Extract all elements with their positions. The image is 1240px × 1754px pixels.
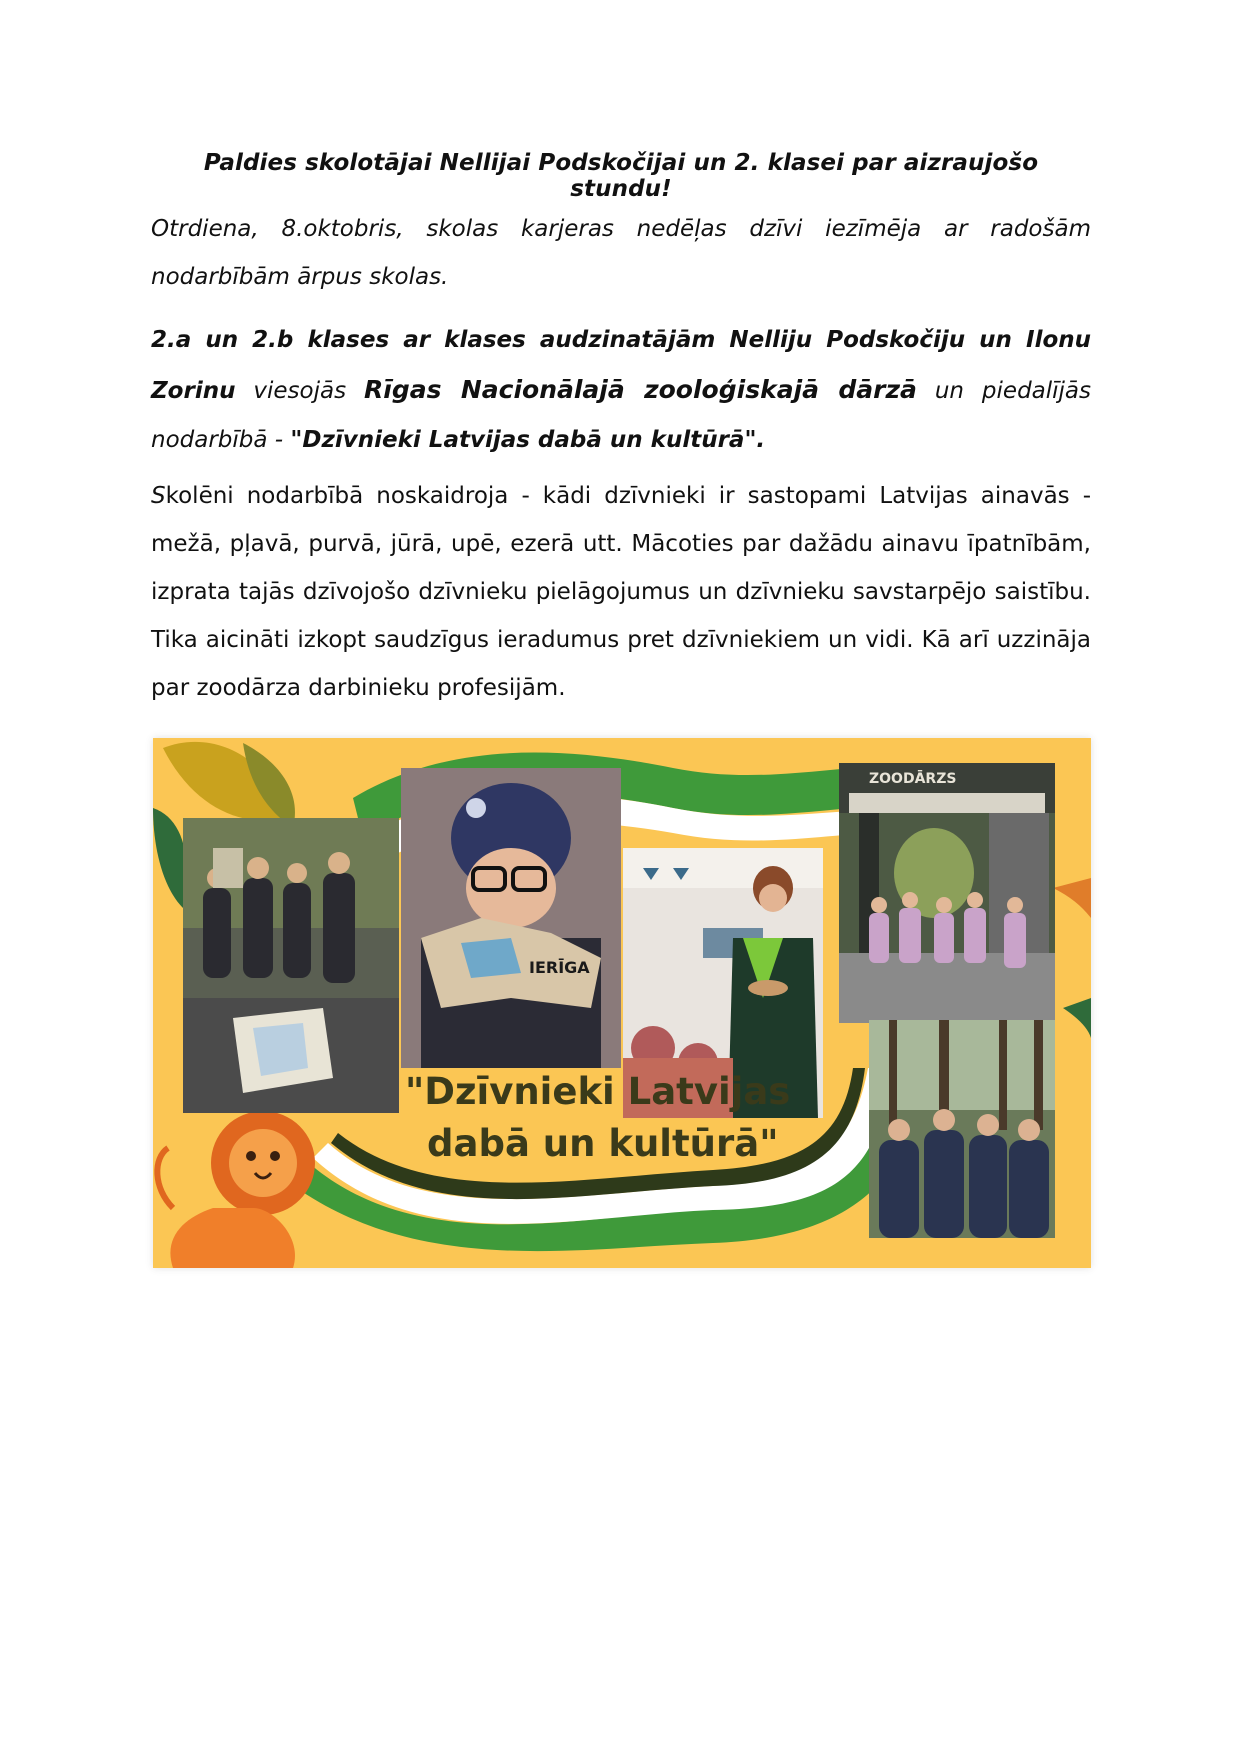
classes-text: 2.a un 2.b klases ar klases audzinatājām Nelliju Podskočiju un Ilonu Zorinu [151,327,1091,404]
zoo-name: Rīgas Nacionālajā zooloģiskajā dārzā [364,375,917,404]
paragraph-intro: Otrdiena, 8.oktobris, skolas karjeras nedēļas dzīvi iezīmēja ar radošām nodarbībām ārpus skolas. [151,216,1091,290]
banner-line-1: "Dzīvnieki Latvijas [405,1070,791,1113]
gate-sign: ZOODĀRZS [869,771,957,787]
photo-children-map [183,818,399,1113]
banner-line-2: dabā un kultūrā" [427,1122,779,1165]
photo-forest-group [869,1020,1055,1238]
photo-zoo-gate [839,763,1055,1023]
description-text: kolēni nodarbībā noskaidroja - kādi dzīvnieki ir sastopami Latvijas ainavās - mežā, pļavā, purvā, jūrā, upē, ezerā utt. Mācoties par dažādu ainavu īpatnībām, izprata tajās dzīvojošo dzīvnieku pielāgojumus un dzīvnieku savstarpējo saistību. Tika aicināti izkopt saudzīgus ieradumus pret dzīvniekiem un vidi. Kā arī uzzināja par zoodārza darbinieku profesijām. [151,483,1091,701]
puzzle-label: IERĪGA [529,958,590,977]
photo-collage [153,738,1091,1268]
photo-boy-puzzle [401,768,621,1068]
document-title: Paldies skolotājai Nellijai Podskočijai un 2. klasei par aizraujošo stundu! [203,150,1039,202]
participation-text: un piedalījās nodarbībā - [151,378,1092,453]
collage-banner [405,1066,805,1170]
paragraph-description [151,472,1091,712]
first-letter: S [151,483,166,509]
lesson-name: "Dzīvnieki Latvijas dabā un kultūrā". [290,427,766,453]
visit-text: viesojās [235,378,365,404]
paragraph-visit [151,316,1091,465]
